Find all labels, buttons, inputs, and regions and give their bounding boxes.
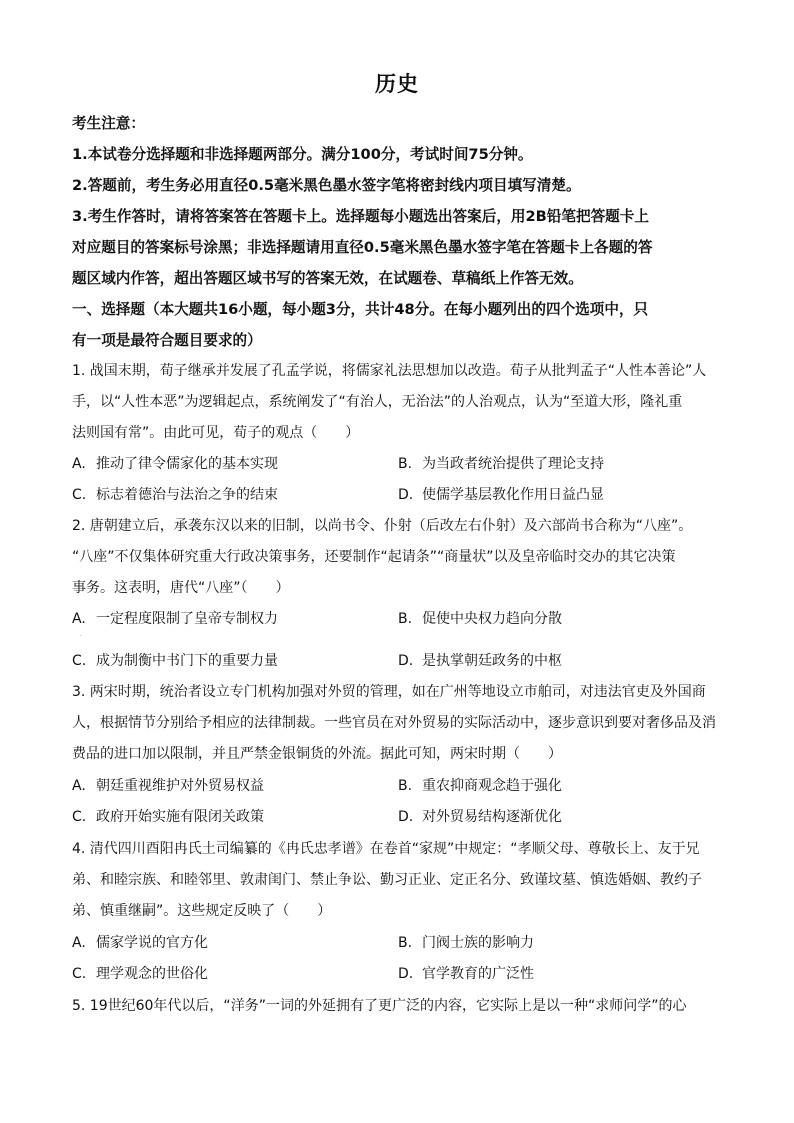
option-letter: C. xyxy=(72,487,87,503)
question-3-line-1: 3. 两宋时期，统治者设立专门机构加强对外贸的管理，如在广州等地设立市舶司，对违法官吏及外国商 xyxy=(72,684,706,700)
question-3-option-d[interactable] xyxy=(398,806,562,826)
option-letter: C. xyxy=(72,809,87,825)
option-text: 成为制衡中书门下的重要力量 xyxy=(96,653,278,669)
notice-heading: 考生注意： xyxy=(72,115,145,132)
option-letter: B. xyxy=(398,935,413,951)
option-text: 促使中央权力趋向分散 xyxy=(422,611,562,627)
question-4-option-c[interactable] xyxy=(72,963,208,983)
page-title: 历史 xyxy=(375,72,419,96)
question-2-option-b[interactable] xyxy=(398,608,562,628)
question-1-option-c[interactable] xyxy=(72,484,278,504)
question-5-line-1: 5. 19世纪60年代以后，“洋务”一词的外延拥有了更广泛的内容，它实际上是以一种“求师问学”的心 xyxy=(72,998,687,1014)
stray-mark: . xyxy=(80,631,82,638)
option-text: 政府开始实施有限闭关政策 xyxy=(96,809,264,825)
option-text: 理学观念的世俗化 xyxy=(96,966,208,982)
question-4-option-a[interactable] xyxy=(72,932,208,952)
question-3-option-c[interactable] xyxy=(72,806,264,826)
option-text: 重农抑商观念趋于强化 xyxy=(422,778,562,794)
question-2-line-1: 2. 唐朝建立后，承袭东汉以来的旧制，以尚书令、仆射（后改左右仆射）及六部尚书合称为“八座”。 xyxy=(72,518,693,534)
option-letter: C. xyxy=(72,653,87,669)
question-1-option-b[interactable] xyxy=(398,453,604,473)
question-3-line-3: 费品的进口加以限制，并且严禁金银铜货的外流。据此可知，两宋时期（ ） xyxy=(72,746,562,762)
option-letter: C. xyxy=(72,966,87,982)
question-4-option-b[interactable] xyxy=(398,932,534,952)
question-3-option-a[interactable] xyxy=(72,775,264,795)
option-letter: A. xyxy=(72,456,86,472)
question-3-line-2: 人，根据情节分别给予相应的法律制裁。一些官员在对外贸易的实际活动中，逐步意识到要对奢侈品及消 xyxy=(72,715,716,731)
question-3-option-b[interactable] xyxy=(398,775,562,795)
option-letter: D. xyxy=(398,487,414,503)
question-1-option-d[interactable] xyxy=(398,484,604,504)
question-2-line-2: “八座”不仅集体研究重大行政决策事务，还要制作“起请条”“商量状”以及皇帝临时交办的其它决策 xyxy=(72,549,676,565)
notice-item-3-line-1: 3.考生作答时，请将答案答在答题卡上。选择题每小题选出答案后，用2B铅笔把答题卡上 xyxy=(72,208,649,225)
option-text: 使儒学基层教化作用日益凸显 xyxy=(422,487,604,503)
question-1-line-1: 1. 战国末期，荀子继承并发展了孔孟学说，将儒家礼法思想加以改造。荀子从批判孟子“人性本善论”人 xyxy=(72,363,707,379)
option-letter: B. xyxy=(398,456,413,472)
notice-item-3-line-2: 对应题目的答案标号涂黑；非选择题请用直径0.5毫米黑色墨水签字笔在答题卡上各题的答 xyxy=(72,239,653,256)
option-letter: B. xyxy=(398,611,413,627)
option-text: 一定程度限制了皇帝专制权力 xyxy=(96,611,278,627)
option-letter: A. xyxy=(72,935,86,951)
option-letter: A. xyxy=(72,778,86,794)
option-text: 官学教育的广泛性 xyxy=(422,966,534,982)
option-text: 儒家学说的官方化 xyxy=(96,935,208,951)
option-text: 为当政者统治提供了理论支持 xyxy=(422,456,604,472)
option-letter: D. xyxy=(398,966,414,982)
question-4-line-3: 弟、慎重继嗣”。这些规定反映了（ ） xyxy=(72,903,332,919)
option-letter: D. xyxy=(398,653,414,669)
notice-item-1: 1.本试卷分选择题和非选择题两部分。满分100分，考试时间75分钟。 xyxy=(72,146,533,163)
option-text: 是执掌朝廷政务的中枢 xyxy=(422,653,562,669)
option-text: 标志着德治与法治之争的结束 xyxy=(96,487,278,503)
question-2-option-a[interactable] xyxy=(72,608,278,628)
question-4-option-d[interactable] xyxy=(398,963,534,983)
question-2-option-d[interactable] xyxy=(398,650,562,670)
option-letter: D. xyxy=(398,809,414,825)
question-1-option-a[interactable] xyxy=(72,453,278,473)
option-text: 推动了律令儒家化的基本实现 xyxy=(96,456,278,472)
option-letter: B. xyxy=(398,778,413,794)
option-text: 朝廷重视维护对外贸易权益 xyxy=(96,778,264,794)
question-1-line-3: 法则国有常”。由此可见，荀子的观点（ ） xyxy=(72,425,360,441)
section-heading-line-1: 一、选择题（本大题共16小题，每小题3分，共计48分。在每小题列出的四个选项中，只 xyxy=(72,301,649,318)
notice-item-2: 2.答题前，考生务必用直径0.5毫米黑色墨水签字笔将密封线内项目填写清楚。 xyxy=(72,177,581,194)
option-letter: A. xyxy=(72,611,86,627)
question-2-option-c[interactable] xyxy=(72,650,278,670)
section-heading-line-2: 有一项是最符合题目要求的） xyxy=(72,332,262,349)
option-text: 对外贸易结构逐渐优化 xyxy=(422,809,562,825)
option-text: 门阀士族的影响力 xyxy=(422,935,534,951)
notice-item-3-line-3: 题区域内作答，超出答题区域书写的答案无效，在试题卷、草稿纸上作答无效。 xyxy=(72,270,583,287)
question-4-line-2: 弟、和睦宗族、和睦邻里、敦肃闺门、禁止争讼、勤习正业、定正名分、致谨坟墓、慎选婚姻、教约子 xyxy=(72,872,702,888)
question-1-line-2: 手，以“人性本恶”为逻辑起点，系统阐发了“有治人，无治法”的人治观点，认为“至道大形，隆礼重 xyxy=(72,394,683,410)
question-2-line-3: 事务。这表明，唐代“八座”（ ） xyxy=(72,580,290,596)
question-4-line-1: 4. 清代四川酉阳冉氏土司编纂的《冉氏忠孝谱》在卷首“家规”中规定：“孝顺父母、尊敬长上、友于兄 xyxy=(72,841,700,857)
